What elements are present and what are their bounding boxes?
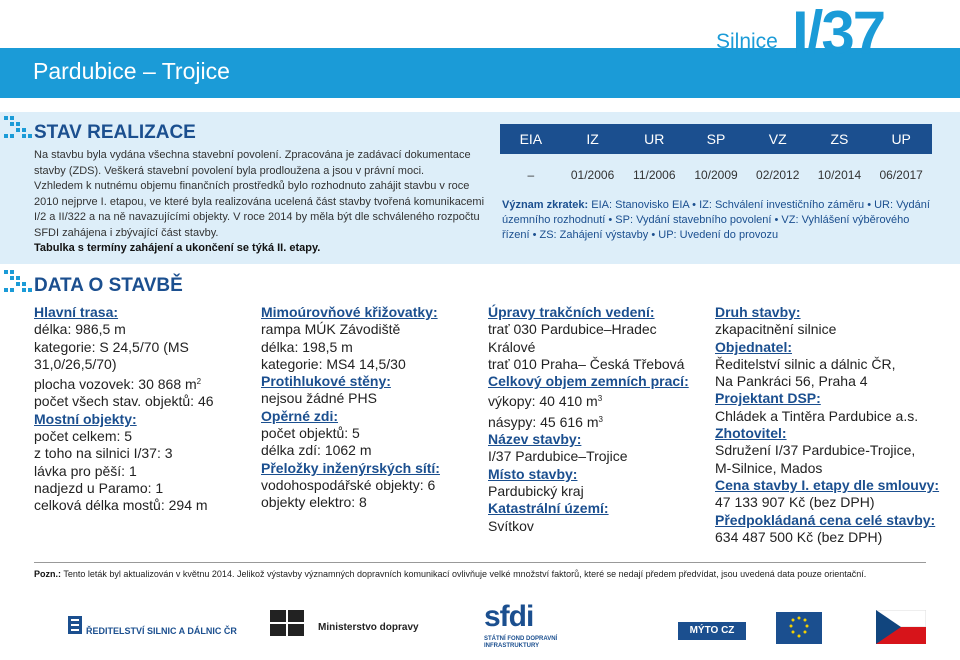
field-value: Sdružení I/37 Pardubice-Trojice, [715, 442, 916, 459]
myto-logo: MÝTO CZ [678, 622, 746, 640]
field-heading: Opěrné zdi: [261, 407, 339, 424]
field-value: kategorie: S 24,5/70 (MS [34, 338, 189, 355]
sfdi-line2: INFRASTRUKTURY [484, 643, 540, 649]
timeline-cell: 10/2009 [694, 168, 738, 182]
field-value: rampa MÚK Závodiště [261, 321, 401, 338]
czech-flag-icon [876, 610, 926, 644]
timeline-cell: 02/2012 [756, 168, 800, 182]
status-line: stavby (ZDS). Veškerá stavební povolení byla prodloužena a jsou v právní moci. [34, 164, 425, 177]
field-value: násypy: 45 616 $m^3$ [488, 413, 603, 430]
ministry-logo-text: Ministerstvo dopravy [318, 622, 419, 633]
timeline-header-cell: EIA [519, 131, 543, 147]
status-line: 2010 nejprve I. etapou, ve které byla realizována ucelená část stavby tvořená komunikacemi [34, 195, 485, 208]
status-line: SFDI zahájena i zbývající část stavby. [34, 226, 219, 239]
field-value: počet celkem: 5 [34, 428, 133, 445]
timeline-cell: – [527, 168, 535, 182]
sfdi-line1: STÁTNÍ FOND DOPRAVNÍ [484, 636, 558, 642]
field-value: Na Pankráci 56, Praha 4 [715, 373, 868, 390]
field-value: lávka pro pěší: 1 [34, 462, 137, 479]
timeline-header-cell: SP [706, 131, 726, 147]
field-value: objekty elektro: 8 [261, 494, 367, 511]
field-heading: Druh stavby: [715, 304, 801, 320]
field-value: délka: 986,5 m [34, 321, 126, 338]
status-line: Vzhledem k nutnému objemu finančních prostředků bylo rozhodnuto zahájit stavbu v roce [34, 180, 470, 192]
field-value: M-Silnice, Mados [715, 459, 823, 476]
timeline-cell: 10/2014 [817, 168, 862, 182]
timeline-header-cell: IZ [586, 131, 599, 147]
field-value: I/37 Pardubice–Trojice [488, 448, 628, 465]
status-title: STAV REALIZACE [34, 122, 196, 143]
field-value: počet objektů: 5 [261, 425, 360, 442]
legend-text: EIA: Stanovisko EIA • IZ: Schválení investičního záměru • UR: Vydání [588, 199, 930, 211]
footer-logos [0, 592, 960, 660]
timeline-header-cell: ZS [830, 131, 849, 147]
timeline-header-cell: UR [644, 131, 665, 147]
road-word: Silnice [716, 30, 778, 53]
field-value: Ředitelství silnic a dálnic ČR, [715, 355, 896, 372]
dots-icon [4, 270, 34, 294]
field-value: Svítkov [488, 517, 534, 534]
sfdi-logo-text: sfdi [484, 600, 534, 633]
field-heading: Cena stavby I. etapy dle smlouvy: [715, 476, 940, 493]
data-column [715, 304, 945, 546]
road-number: I/37 [792, 0, 885, 66]
field-value: kategorie: MS4 14,5/30 [261, 355, 406, 372]
timeline-legend [502, 198, 934, 243]
timeline-header-cell: VZ [768, 131, 787, 147]
field-value: Pardubický kraj [488, 482, 584, 499]
field-value: zkapacitnění silnice [715, 321, 837, 338]
field-heading: Místo stavby: [488, 465, 578, 482]
eu-flag-icon [776, 612, 822, 644]
field-heading: Přeložky inženýrských sítí: [261, 459, 440, 476]
field-heading: Mostní objekty: [34, 410, 137, 427]
field-heading: Celkový objem zemních prací: [488, 373, 689, 390]
footnote [34, 569, 866, 579]
note-label: Pozn.: [34, 569, 61, 579]
note-text: Tento leták byl aktualizován v květnu 2014. Jelikož výstavby významných dopravních komunikací ovlivňuje velké množství faktorů, které se nedají předem předvídat, jsou uvedená data pouze orientační. [61, 569, 867, 579]
data-column [34, 304, 249, 515]
field-value: 31,0/26,5/70) [34, 355, 117, 372]
timeline-cell: 06/2017 [879, 168, 923, 182]
field-heading: Projektant DSP: [715, 390, 821, 407]
status-text [34, 148, 494, 257]
route-title: Pardubice – Trojice [33, 58, 230, 84]
field-heading: Mimoúrovňové křižovatky: [261, 304, 438, 320]
timeline-row [500, 164, 932, 186]
field-heading: Název stavby: [488, 431, 582, 448]
field-heading: Zhotovitel: [715, 425, 787, 442]
field-value: 47 133 907 Kč (bez DPH) [715, 494, 875, 511]
ministry-logo-icon [268, 608, 312, 638]
field-value: nadjezd u Paramo: 1 [34, 479, 164, 496]
field-value: délka: 198,5 m [261, 338, 353, 355]
field-heading: Předpokládaná cena celé stavby: [715, 511, 936, 528]
timeline-header [500, 124, 932, 154]
status-bold-line: Tabulka s termíny zahájení a ukončení se týká II. etapy. [34, 242, 321, 254]
status-line: Na stavbu byla vydána všechna stavební povolení. Zpracována je zadávací dokumentace [34, 149, 471, 161]
legend-text: územního rozhodnutí • SP: Vydání stavebního povolení • VZ: Vyhlášení výběrového [502, 214, 910, 226]
field-value: z toho na silnici I/37: 3 [34, 445, 173, 462]
data-title: DATA O STAVBĚ [34, 275, 183, 296]
rsd-logo-text: ŘEDITELSTVÍ SILNIC A DÁLNIC ČR [86, 626, 237, 636]
status-line: I/2 a II/322 a na ně navazujícími objekty. V roce 2014 by měla být dle schváleného rozpočtu [34, 211, 480, 223]
field-value: Chládek a Tintěra Pardubice a.s. [715, 407, 919, 424]
legend-text: řízení • ZS: Zahájení výstavby • UP: Uvedení do provozu [502, 229, 779, 241]
field-heading: Objednatel: [715, 338, 793, 355]
field-value: trať 030 Pardubice–Hradec [488, 321, 657, 338]
field-value: celková délka mostů: 294 m [34, 497, 208, 514]
note-divider [34, 562, 926, 563]
field-value: Králové [488, 338, 536, 355]
data-column [488, 304, 703, 535]
timeline-cell: 01/2006 [570, 168, 615, 182]
dots-icon [4, 116, 34, 140]
field-value: délka zdí: 1062 m [261, 442, 372, 459]
timeline-cell: 11/2006 [633, 168, 676, 182]
field-heading: Hlavní trasa: [34, 304, 119, 320]
data-column [261, 304, 476, 512]
field-heading: Protihlukové stěny: [261, 373, 391, 390]
field-heading: Úpravy trakčních vedení: [488, 304, 655, 320]
field-value: nejsou žádné PHS [261, 390, 377, 407]
field-value: 634 487 500 Kč (bez DPH) [715, 528, 883, 545]
timeline-header-cell: UP [891, 131, 911, 147]
field-value: výkopy: 40 410 $m^3$ [488, 393, 603, 410]
field-heading: Katastrální území: [488, 500, 609, 517]
field-value: trať 010 Praha– Česká Třebová [488, 355, 685, 372]
field-value: vodohospodářské objekty: 6 [261, 476, 436, 493]
field-value: počet všech stav. objektů: 46 [34, 393, 214, 410]
rsd-logo-icon [68, 616, 82, 634]
legend-label: Význam zkratek: [502, 199, 589, 211]
field-value: plocha vozovek: 30 868 $m^2$ [34, 376, 202, 393]
